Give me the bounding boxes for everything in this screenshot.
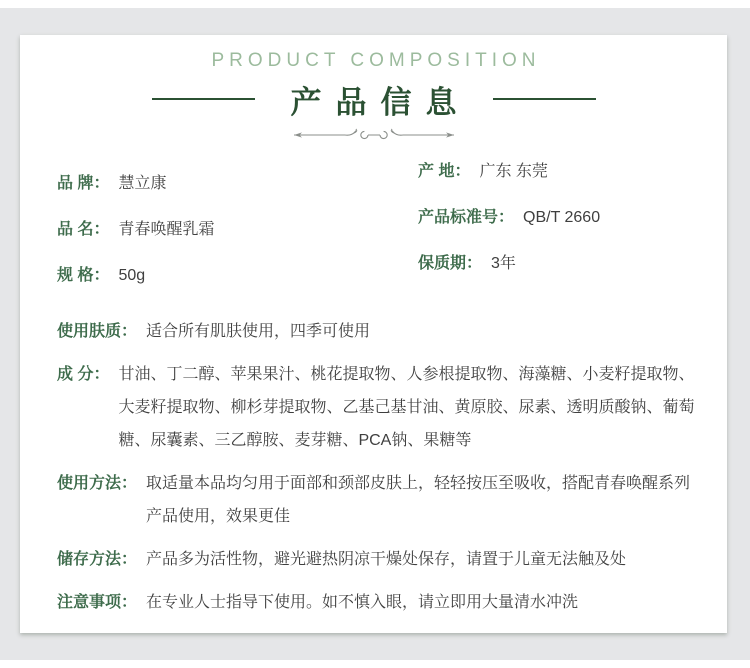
field-row-standard-number [418, 201, 702, 234]
field-value: 青春唤醒乳霜 [118, 221, 215, 238]
fields-column-right [418, 155, 702, 305]
field-value: 适合所有肌肤使用，四季可使用 [146, 323, 371, 340]
field-value: 3年 [491, 255, 516, 272]
fields-column-left [57, 155, 418, 305]
fields-grid [57, 155, 702, 305]
field-row-usage-method [57, 467, 702, 533]
field-value: 甘油、丁二醇、苹果果汁、桃花提取物、人参根提取物、海藻糖、小麦籽提取物、大麦籽提取物、柳杉芽提取物、乙基己基甘油、黄原胶、尿素、透明质酸钠、葡萄糖、尿囊素、三乙醇胺、麦芽糖、PCA钠、果糖等 [118, 366, 695, 449]
field-value: 慧立康 [118, 175, 167, 192]
divider-flourish-icon [20, 127, 727, 143]
title-left-rule [152, 98, 255, 100]
field-row-origin [418, 155, 702, 188]
field-row-specification [57, 259, 418, 292]
field-label: 使用肤质： [57, 323, 138, 340]
field-label: 使用方法： [57, 475, 138, 492]
field-value: 在专业人士指导下使用。如不慎入眼，请立即用大量清水冲洗 [146, 594, 579, 611]
field-row-ingredients [57, 358, 702, 457]
field-label: 成 分： [57, 366, 110, 383]
page-title: 产品信息 [290, 84, 471, 120]
field-value: QB/T 2660 [523, 209, 601, 226]
fields-full-width [57, 315, 702, 619]
field-label: 保质期： [418, 255, 483, 272]
title-right-rule [493, 98, 596, 100]
field-row-storage-method [57, 543, 702, 576]
field-label: 注意事项： [57, 594, 138, 611]
field-label: 产品标准号： [418, 209, 515, 226]
fields-section [20, 155, 727, 619]
field-label: 品 名： [57, 221, 110, 238]
field-label: 储存方法： [57, 551, 138, 568]
field-value: 产品多为活性物，避光避热阴凉干燥处保存，请置于儿童无法触及处 [146, 551, 627, 568]
field-row-brand [57, 167, 418, 200]
field-row-skin-type [57, 315, 702, 348]
field-value: 广东 东莞 [479, 163, 548, 180]
product-info-card [20, 35, 727, 633]
field-row-product-name [57, 213, 418, 246]
field-label: 品 牌： [57, 175, 110, 192]
field-value: 50g [118, 267, 146, 284]
field-label: 规 格： [57, 267, 110, 284]
field-row-shelf-life [418, 247, 702, 280]
section-eyebrow: PRODUCT COMPOSITION [211, 50, 541, 71]
section-title-row [20, 78, 727, 120]
field-value: 取适量本品均匀用于面部和颈部皮肤上，轻轻按压至吸收，搭配青春唤醒系列产品使用，效果更佳 [146, 475, 691, 525]
field-row-precautions [57, 586, 702, 619]
field-label: 产 地： [418, 163, 471, 180]
